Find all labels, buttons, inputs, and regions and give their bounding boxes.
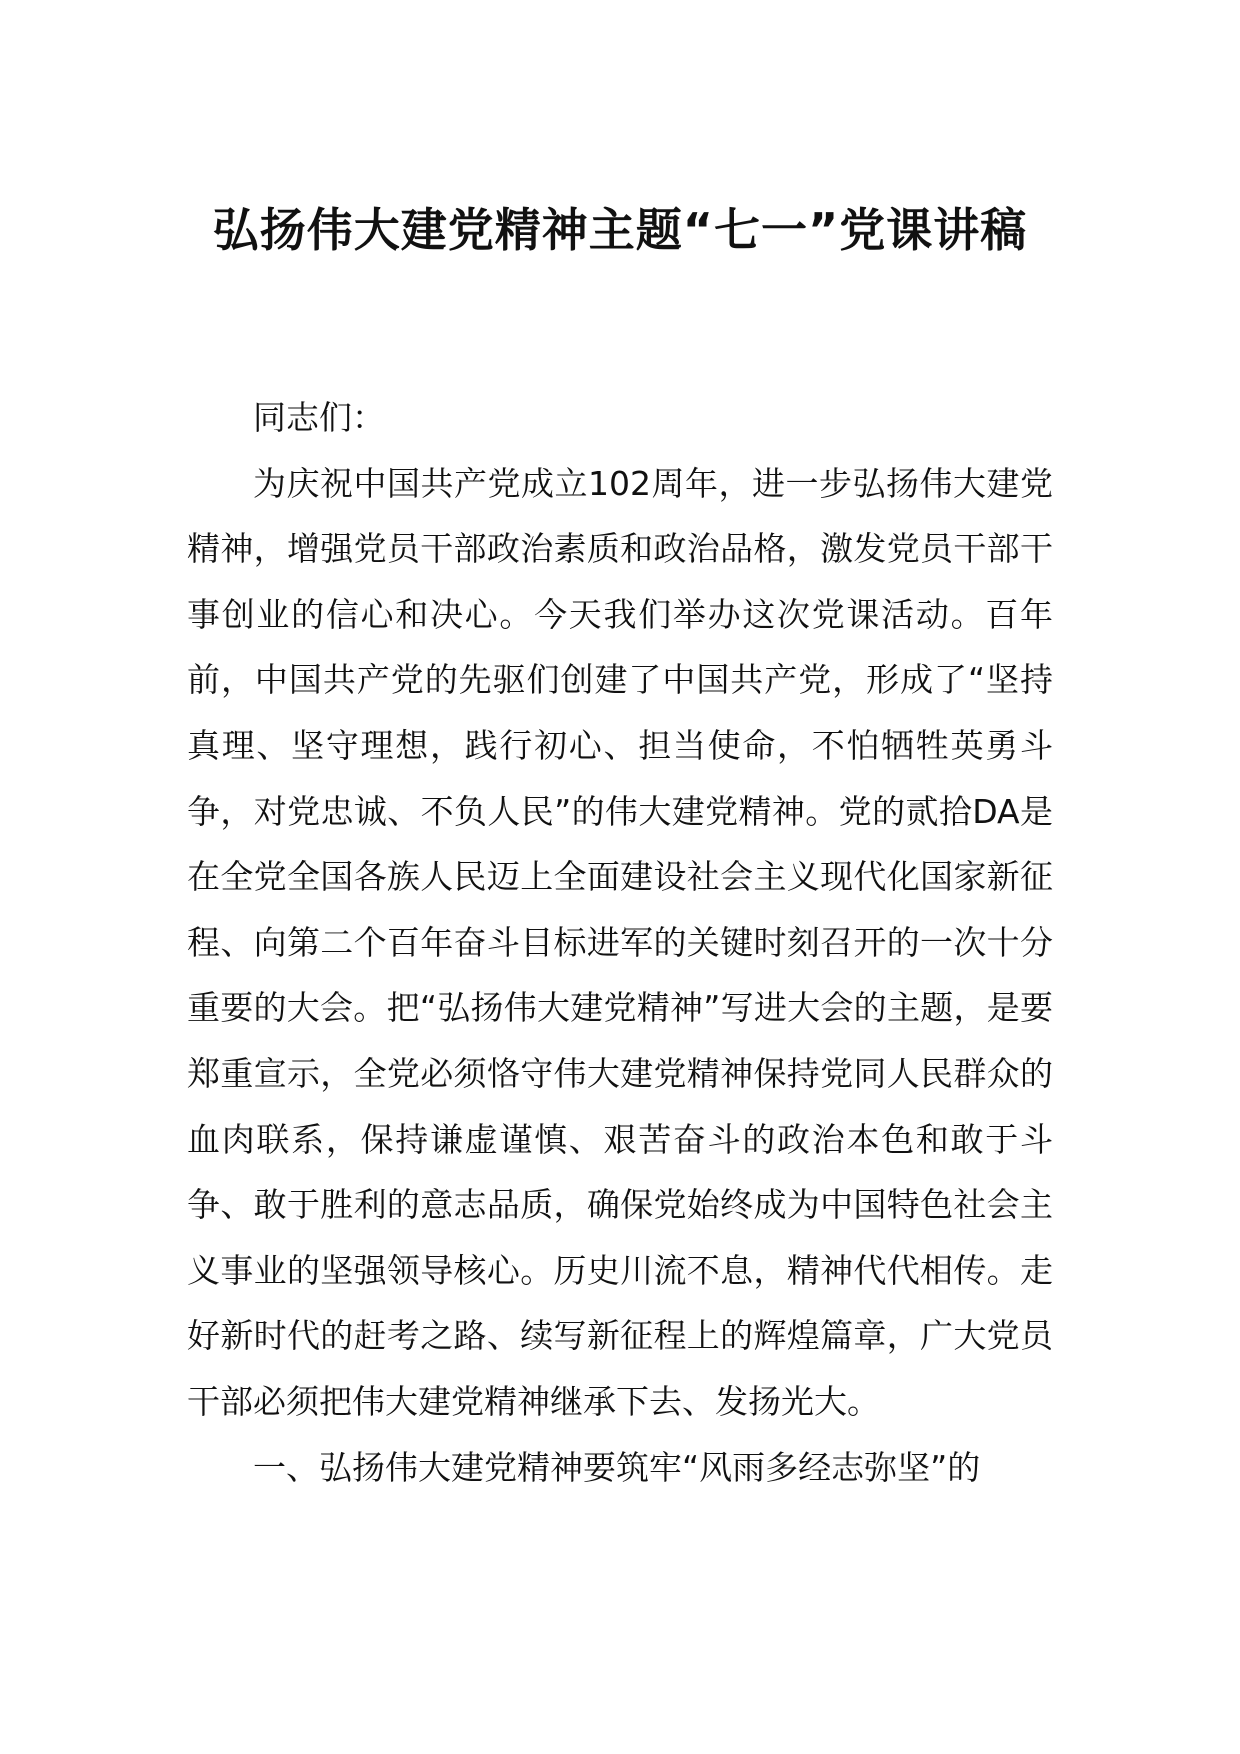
paragraph-section-one-heading: 一、弘扬伟大建党精神要筑牢“风雨多经志弥坚”的 <box>253 1447 981 1487</box>
document-body <box>187 385 1053 1500</box>
paragraph-intro: 为庆祝中国共产党成立102周年，进一步弘扬伟大建党精神，增强党员干部政治素质和政治品格，激发党员干部干事创业的信心和决心。今天我们举办这次党课活动。百年前，中国共产党的先驱们创建了中国共产党，形成了“坚持真理、坚守理想，践行初心、担当使命，不怕牺牲英勇斗争，对党忠诚、不负人民”的伟大建党精神。党的贰拾DA是在全党全国各族人民迈上全面建设社会主义现代化国家新征程、向第二个百年奋斗目标进军的关键时刻召开的一次十分重要的大会。把“弘扬伟大建党精神”写进大会的主题，是要郑重宣示，全党必须恪守伟大建党精神保持党同人民群众的血肉联系，保持谦虚谨慎、艰苦奋斗的政治本色和敢于斗争、敢于胜利的意志品质，确保党始终成为中国特色社会主义事业的坚强领导核心。历史川流不息，精神代代相传。走好新时代的赶考之路、续写新征程上的辉煌篇章，广大党员干部必须把伟大建党精神继承下去、发扬光大。 <box>187 463 1053 1421</box>
document-title: 弘扬伟大建党精神主题“七一”党课讲稿 <box>212 203 1028 257</box>
salutation: 同志们： <box>253 398 385 437</box>
